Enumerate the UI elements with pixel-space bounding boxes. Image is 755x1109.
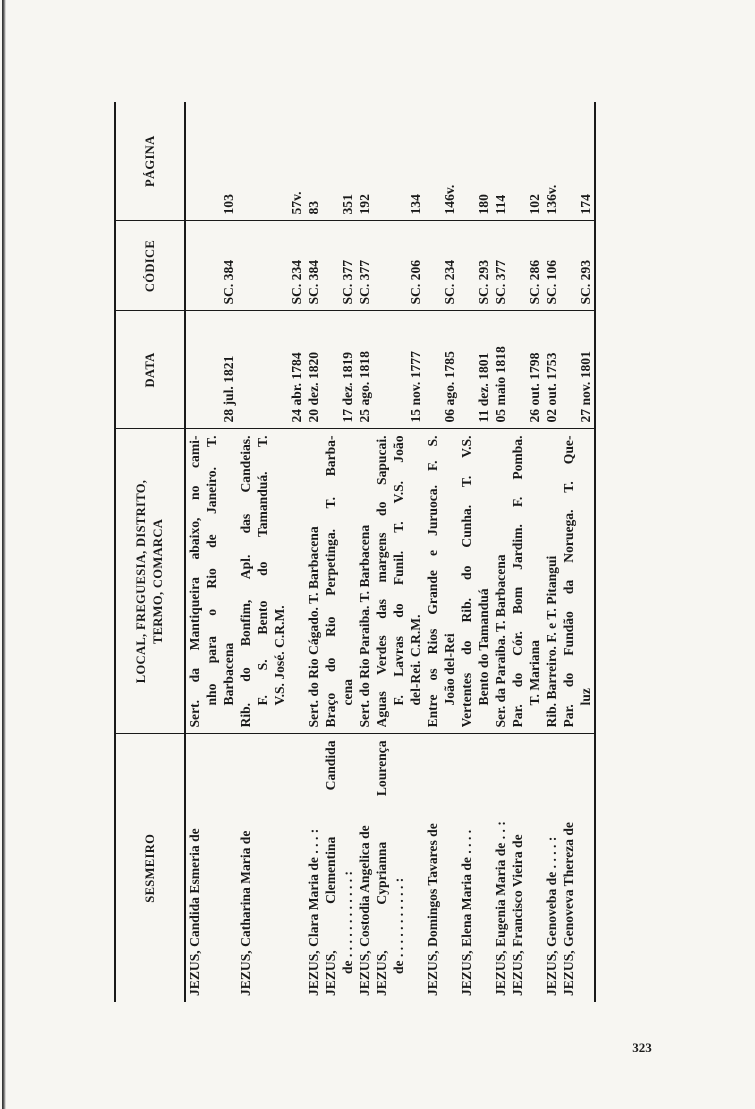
sesmeiro-text: JEZUS, Catharina Maria de (238, 830, 253, 996)
sesmeiro-text: JEZUS, Elena Maria de . . . . (459, 829, 474, 996)
table-row (560, 102, 595, 1002)
codice-text: SC. 384 (306, 259, 321, 305)
local-text: Entre os Rios Grande e Juruoca. F. S. (425, 435, 440, 728)
cell-local (322, 429, 356, 734)
header-local: LOCAL, FREGUESIA, DISTRITO, TERMO, COMARCA (115, 429, 185, 734)
codice-text: SC. 377 (357, 259, 372, 305)
cell-data (305, 311, 322, 429)
cell-local (543, 429, 560, 734)
cell-pagina (458, 102, 492, 221)
local-text: V.S. José. C.R.M. (272, 605, 287, 706)
data-text: 06 ago. 1785 (442, 351, 457, 423)
cell-data (185, 311, 237, 429)
cell-data (509, 311, 543, 429)
cell-data (543, 311, 560, 429)
data-text: 25 ago. 1818 (357, 351, 372, 423)
data-text: 15 nov. 1777 (408, 351, 423, 423)
header-sesmeiro: SESMEIRO (115, 734, 185, 1002)
sesmeiro-text: JEZUS, Eugenia Maria de . . : (493, 821, 508, 996)
cell-pagina (356, 102, 373, 221)
table-row (424, 102, 458, 1002)
local-text: Par. do Fundão da Noruega. T. Que- (561, 435, 576, 728)
cell-codice (237, 221, 305, 311)
cell-sesmeiro (237, 734, 305, 1002)
cell-pagina (373, 102, 424, 221)
local-text: Rib. Barreiro. F. e T. Pitangui (544, 555, 559, 728)
cell-data (424, 311, 458, 429)
local-text: Braço do Rio Perpetinga. T. Barba- (323, 435, 338, 728)
pagina-text: 102 (527, 194, 542, 215)
table-row (543, 102, 560, 1002)
cell-local (424, 429, 458, 734)
cell-codice (509, 221, 543, 311)
codice-text: SC. 384 (221, 259, 236, 305)
local-text: F. S. Bento do Tamanduá. T. (255, 435, 270, 706)
cell-codice (560, 221, 595, 311)
cell-pagina (492, 102, 509, 221)
sesmarias-table-rotated (114, 102, 662, 1002)
cell-sesmeiro (185, 734, 237, 1002)
sesmeiro-text: JEZUS, Genoveba de . . . . : (544, 836, 559, 996)
header-row (115, 102, 185, 1002)
table-row (356, 102, 373, 1002)
pagina-text: 136v. (544, 184, 559, 215)
pagina-text: 134 (408, 194, 423, 215)
local-text: Sert. da Mantiqueira abaixo, no cami- (187, 435, 202, 728)
cell-sesmeiro (509, 734, 543, 1002)
sesmeiro-text: JEZUS, Francisco Vieira de (510, 834, 525, 996)
cell-codice (185, 221, 237, 311)
table-row (458, 102, 492, 1002)
table-row (373, 102, 424, 1002)
cell-pagina (237, 102, 305, 221)
pagina-text: 146v. (442, 184, 457, 215)
cell-local (492, 429, 509, 734)
local-text: luz (578, 688, 593, 706)
cell-pagina (543, 102, 560, 221)
codice-text: SC. 234 (289, 259, 304, 305)
header-data: DATA (115, 311, 185, 429)
codice-text: SC. 286 (527, 259, 542, 305)
cell-local (560, 429, 595, 734)
cell-data (322, 311, 356, 429)
local-text: del-Rei. C.R.M. (408, 614, 423, 706)
cell-sesmeiro (492, 734, 509, 1002)
sesmeiro-text: JEZUS, Clementina Candida (323, 740, 338, 996)
cell-pagina (185, 102, 237, 221)
table-row (509, 102, 543, 1002)
cell-sesmeiro (543, 734, 560, 1002)
cell-pagina (424, 102, 458, 221)
cell-sesmeiro (458, 734, 492, 1002)
table-row (322, 102, 356, 1002)
cell-codice (373, 221, 424, 311)
local-text: Bento do Tamanduá (476, 588, 491, 706)
cell-codice (305, 221, 322, 311)
cell-data (237, 311, 305, 429)
header-codice: CÓDICE (115, 221, 185, 311)
pagina-text: 351 (340, 194, 355, 215)
cell-pagina (322, 102, 356, 221)
cell-codice (424, 221, 458, 311)
cell-local (509, 429, 543, 734)
local-text: João del-Rei (442, 633, 457, 706)
data-text: 11 dez. 1801 (476, 352, 491, 423)
cell-codice (322, 221, 356, 311)
page-number: 323 (632, 1040, 652, 1055)
pagina-text: 192 (357, 194, 372, 215)
data-text: 24 abr. 1784 (289, 352, 304, 423)
page-binding-edge (2, 0, 6, 1109)
codice-text: SC. 377 (493, 259, 508, 305)
pagina-text: 103 (221, 194, 236, 215)
codice-text: SC. 293 (476, 259, 491, 305)
cell-pagina (305, 102, 322, 221)
cell-data (356, 311, 373, 429)
cell-local (458, 429, 492, 734)
sesmeiro-text: JEZUS, Candida Esmeria de (187, 828, 202, 996)
codice-text: SC. 234 (442, 259, 457, 305)
pagina-text: 114 (493, 194, 508, 215)
local-text: F. Lavras do Funil. T. V.S. João (391, 435, 406, 706)
table-body (185, 102, 595, 1002)
cell-data (492, 311, 509, 429)
cell-sesmeiro (424, 734, 458, 1002)
pagina-text: 83 (306, 200, 321, 215)
cell-codice (543, 221, 560, 311)
codice-text: SC. 106 (544, 259, 559, 305)
local-text: Vertentes do Rib. do Cunha. T. V.S. (459, 435, 474, 728)
cell-codice (356, 221, 373, 311)
sesmeiro-text: JEZUS, Genoveva Thereza de (561, 822, 576, 996)
cell-local (305, 429, 322, 734)
local-text: Ser. da Paraiba. T. Barbacena (493, 554, 508, 728)
local-text: Barbacena (221, 642, 236, 706)
sesmeiro-text: JEZUS, Costodia Angelica de (357, 825, 372, 996)
cell-sesmeiro (356, 734, 373, 1002)
local-text: Sert. do Rio Cágado. T. Barbacena (306, 526, 321, 728)
local-text: nho para o Rio de Janeiro. T. (204, 435, 219, 706)
cell-sesmeiro (322, 734, 356, 1002)
cell-local (356, 429, 373, 734)
data-text: 05 maio 1818 (493, 346, 508, 423)
table-row (305, 102, 322, 1002)
local-text: T. Mariana (527, 640, 542, 706)
cell-local (185, 429, 237, 734)
cell-sesmeiro (305, 734, 322, 1002)
local-text: Rib. do Bonfim, Apl. das Candeias. (238, 435, 253, 728)
sesmeiro-text: JEZUS, Cyprianna Lourença (374, 740, 389, 996)
data-text: 02 out. 1753 (544, 352, 559, 423)
local-text: Sert. do Rio Paraiba. T. Barbacena (357, 524, 372, 728)
codice-text: SC. 377 (340, 259, 355, 305)
cell-sesmeiro (560, 734, 595, 1002)
codice-text: SC. 293 (578, 259, 593, 305)
table-row (237, 102, 305, 1002)
pagina-text: 57v. (289, 191, 304, 215)
data-text: 28 jul. 1821 (221, 355, 236, 423)
sesmeiro-text: de . . . . . . . . . . . : (391, 877, 406, 974)
cell-codice (458, 221, 492, 311)
sesmeiro-text: JEZUS, Clara Maria de . . . : (306, 828, 321, 996)
cell-sesmeiro (373, 734, 424, 1002)
codice-text: SC. 206 (408, 259, 423, 305)
table-header (115, 102, 185, 1002)
cell-pagina (560, 102, 595, 221)
local-text: Aguas Verdes das margens do Sapucai. (374, 435, 389, 728)
cell-local (373, 429, 424, 734)
data-text: 27 nov. 1801 (578, 351, 593, 423)
cell-local (237, 429, 305, 734)
sesmarias-table (114, 102, 596, 1002)
cell-pagina (509, 102, 543, 221)
cell-codice (492, 221, 509, 311)
header-pagina: PÁGINA (115, 102, 185, 221)
table-row (185, 102, 237, 1002)
local-text: Par. do Cór. Bom Jardim. F. Pomba. (510, 435, 525, 728)
pagina-text: 174 (578, 194, 593, 215)
pagina-text: 180 (476, 194, 491, 215)
local-text: cena (340, 679, 355, 706)
cell-data (373, 311, 424, 429)
data-text: 20 dez. 1820 (306, 351, 321, 423)
cell-data (560, 311, 595, 429)
data-text: 26 out. 1798 (527, 352, 542, 423)
data-text: 17 dez. 1819 (340, 351, 355, 423)
sesmeiro-text: de . . . . . . . . . . . . : (340, 870, 355, 974)
sesmeiro-text: JEZUS, Domingos Tavares de (425, 823, 440, 996)
cell-data (458, 311, 492, 429)
table-row (492, 102, 509, 1002)
